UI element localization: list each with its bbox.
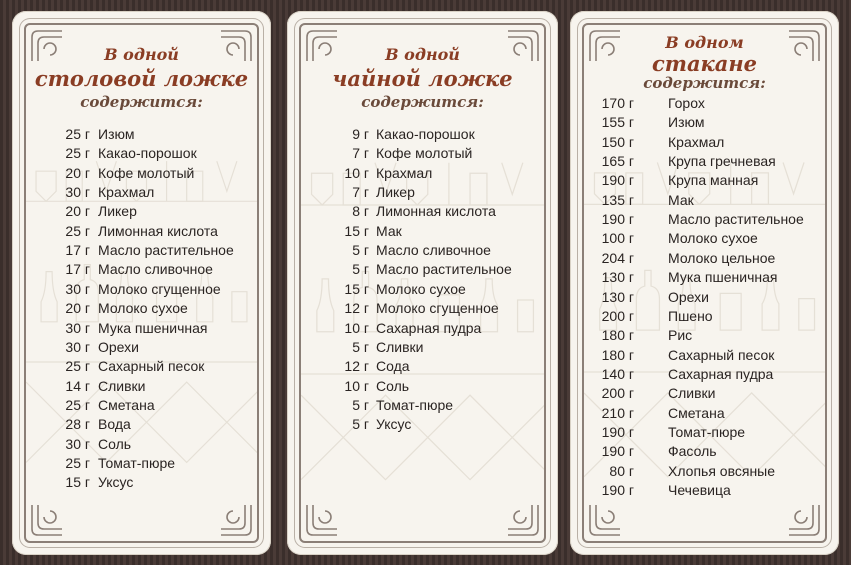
item-name: Мак (376, 222, 402, 239)
item-amount: 8 г (352, 203, 369, 220)
item-name: Ликер (98, 203, 137, 220)
item-amount: 170 г (601, 95, 634, 111)
list-item (570, 113, 839, 132)
item-amount: 155 г (601, 114, 634, 131)
item-name: Кофе молотый (376, 145, 473, 162)
item-name: Крахмал (376, 164, 433, 181)
item-name: Молоко сгущенное (98, 280, 221, 297)
item-name: Молоко сухое (376, 280, 466, 297)
card-teaspoon (287, 11, 558, 555)
list-item (287, 202, 558, 221)
item-amount: 25 г (65, 126, 90, 142)
item-amount: 7 г (352, 145, 369, 162)
list-item (12, 260, 271, 279)
item-name: Масло сливочное (98, 261, 213, 278)
item-amount: 190 г (601, 443, 634, 460)
card-title-line1: В одном (665, 33, 744, 52)
list-item (12, 241, 271, 260)
list-item (287, 183, 558, 202)
item-amount: 25 г (65, 358, 90, 375)
item-name: Мука пшеничная (668, 269, 778, 286)
item-amount: 10 г (344, 377, 369, 394)
item-name: Крупа гречневая (668, 153, 776, 170)
list-item (12, 125, 271, 144)
list-item (570, 229, 839, 248)
list-item (570, 268, 839, 287)
list-item (570, 346, 839, 365)
item-amount: 12 г (344, 300, 369, 317)
item-name: Орехи (668, 288, 709, 305)
item-name: Горох (668, 95, 705, 111)
card-title-line1: В одной (104, 45, 179, 64)
item-name: Молоко сухое (668, 230, 758, 247)
item-amount: 7 г (352, 184, 369, 201)
item-amount: 20 г (65, 203, 90, 220)
list-item (570, 326, 839, 345)
card-glass (570, 11, 839, 555)
item-amount: 25 г (65, 396, 90, 413)
item-amount: 190 г (601, 172, 634, 189)
list-item (287, 164, 558, 183)
item-name: Томат-пюре (376, 396, 454, 413)
list-item (570, 94, 839, 113)
item-amount: 30 г (65, 184, 90, 201)
card-title-main: чайной ложке (332, 66, 513, 91)
list-item (12, 396, 271, 415)
list-item (570, 365, 839, 384)
item-amount: 5 г (352, 396, 369, 413)
item-amount: 190 г (601, 482, 634, 498)
list-item (12, 164, 271, 183)
item-amount: 200 г (601, 307, 634, 324)
list-item (287, 280, 558, 299)
item-name: Сметана (668, 404, 725, 421)
item-amount: 210 г (601, 404, 634, 421)
item-name: Масло сливочное (376, 242, 491, 259)
list-item (12, 319, 271, 338)
item-amount: 180 г (601, 327, 634, 344)
item-name: Сода (376, 358, 410, 375)
item-name: Уксус (98, 474, 134, 491)
item-amount: 130 г (601, 288, 634, 305)
item-name: Крахмал (98, 184, 155, 201)
list-item (570, 171, 839, 190)
item-amount: 28 г (65, 416, 90, 433)
item-amount: 25 г (65, 454, 90, 471)
item-name: Сметана (98, 396, 155, 413)
list-item (570, 384, 839, 403)
item-amount: 10 г (344, 164, 369, 181)
list-item (570, 210, 839, 229)
list-item (287, 357, 558, 376)
item-name: Масло растительное (98, 242, 234, 259)
item-name: Мак (668, 191, 694, 208)
item-name: Крупа манная (668, 172, 759, 189)
list-item (287, 125, 558, 144)
item-name: Хлопья овсяные (668, 462, 776, 479)
item-amount: 14 г (65, 377, 90, 394)
list-item (570, 133, 839, 152)
item-name: Молоко сухое (98, 300, 188, 317)
list-item (12, 473, 271, 492)
item-name: Лимонная кислота (98, 222, 218, 239)
item-name: Масло растительное (668, 211, 804, 228)
list-item (12, 377, 271, 396)
item-amount: 30 г (65, 280, 90, 297)
list-item (12, 299, 271, 318)
card-title-subtitle: содержится: (80, 93, 203, 111)
item-amount: 150 г (601, 133, 634, 150)
item-amount: 25 г (65, 145, 90, 162)
item-name: Сахарная пудра (668, 365, 774, 382)
list-item (12, 357, 271, 376)
item-amount: 30 г (65, 319, 90, 336)
item-name: Соль (98, 435, 132, 452)
item-name: Орехи (98, 338, 139, 355)
list-item (287, 299, 558, 318)
list-item (12, 280, 271, 299)
list-item (287, 338, 558, 357)
item-name: Какао-порошок (98, 145, 197, 162)
list-item (12, 415, 271, 434)
item-name: Уксус (376, 416, 412, 433)
item-amount: 17 г (65, 242, 90, 259)
item-name: Сливки (668, 385, 716, 402)
item-name: Сливки (376, 338, 424, 355)
item-name: Фасоль (668, 443, 717, 460)
item-name: Рис (668, 327, 693, 344)
item-amount: 140 г (601, 365, 634, 382)
list-item (12, 222, 271, 241)
card-title-main: стакане (651, 51, 758, 76)
list-item (12, 338, 271, 357)
list-item (287, 222, 558, 241)
list-item (287, 396, 558, 415)
item-name: Сахарный песок (98, 358, 205, 375)
item-amount: 15 г (344, 222, 369, 239)
item-name: Сливки (98, 377, 146, 394)
card-title-line1: В одной (385, 45, 460, 64)
item-name: Томат-пюре (98, 454, 176, 471)
item-name: Пшено (668, 307, 713, 324)
item-amount: 20 г (65, 300, 90, 317)
item-name: Кофе молотый (98, 164, 195, 181)
item-amount: 130 г (601, 269, 634, 286)
list-item (287, 319, 558, 338)
list-item (287, 260, 558, 279)
item-name: Лимонная кислота (376, 203, 496, 220)
item-amount: 10 г (344, 319, 369, 336)
item-name: Чечевица (668, 482, 731, 498)
item-name: Масло растительное (376, 261, 512, 278)
list-item (570, 288, 839, 307)
item-name: Мука пшеничная (98, 319, 208, 336)
item-name: Молоко цельное (668, 249, 776, 266)
item-amount: 5 г (352, 416, 369, 433)
list-item (570, 462, 839, 481)
item-amount: 17 г (65, 261, 90, 278)
list-item (12, 435, 271, 454)
ornament-corner-icon (219, 503, 253, 537)
list-item (570, 481, 839, 500)
list-item (287, 144, 558, 163)
list-item (570, 404, 839, 423)
item-amount: 190 г (601, 423, 634, 440)
item-name: Томат-пюре (668, 423, 746, 440)
item-amount: 135 г (601, 191, 634, 208)
item-name: Вода (98, 416, 131, 433)
item-name: Крахмал (668, 133, 725, 150)
item-amount: 25 г (65, 222, 90, 239)
card-title-subtitle: содержится: (361, 93, 484, 111)
list-item (12, 454, 271, 473)
item-amount: 15 г (65, 474, 90, 491)
list-item (570, 249, 839, 268)
item-amount: 80 г (609, 462, 634, 479)
list-item (287, 415, 558, 434)
item-amount: 5 г (352, 338, 369, 355)
list-item (12, 183, 271, 202)
list-item (570, 442, 839, 461)
item-amount: 100 г (601, 230, 634, 247)
card-title-subtitle: содержится: (643, 74, 766, 92)
item-amount: 5 г (352, 261, 369, 278)
card-title-main: столовой ложке (34, 66, 249, 91)
item-name: Сахарная пудра (376, 319, 482, 336)
item-name: Сахарный песок (668, 346, 775, 363)
list-item (570, 307, 839, 326)
list-item (287, 241, 558, 260)
item-amount: 190 г (601, 211, 634, 228)
item-amount: 12 г (344, 358, 369, 375)
list-item (287, 377, 558, 396)
item-amount: 200 г (601, 385, 634, 402)
card-tablespoon (12, 11, 271, 555)
list-item (12, 202, 271, 221)
item-amount: 30 г (65, 338, 90, 355)
list-item (570, 152, 839, 171)
item-amount: 5 г (352, 242, 369, 259)
item-amount: 30 г (65, 435, 90, 452)
item-amount: 180 г (601, 346, 634, 363)
ornament-corner-icon (30, 503, 64, 537)
item-name: Изюм (98, 126, 135, 142)
list-item (12, 144, 271, 163)
item-amount: 20 г (65, 164, 90, 181)
item-amount: 9 г (352, 126, 369, 142)
list-item (570, 423, 839, 442)
item-name: Ликер (376, 184, 415, 201)
item-name: Изюм (668, 114, 705, 131)
item-amount: 204 г (601, 249, 634, 266)
item-name: Молоко сгущенное (376, 300, 499, 317)
item-amount: 165 г (601, 153, 634, 170)
item-name: Соль (376, 377, 410, 394)
list-item (570, 191, 839, 210)
item-name: Какао-порошок (376, 126, 475, 142)
item-amount: 15 г (344, 280, 369, 297)
